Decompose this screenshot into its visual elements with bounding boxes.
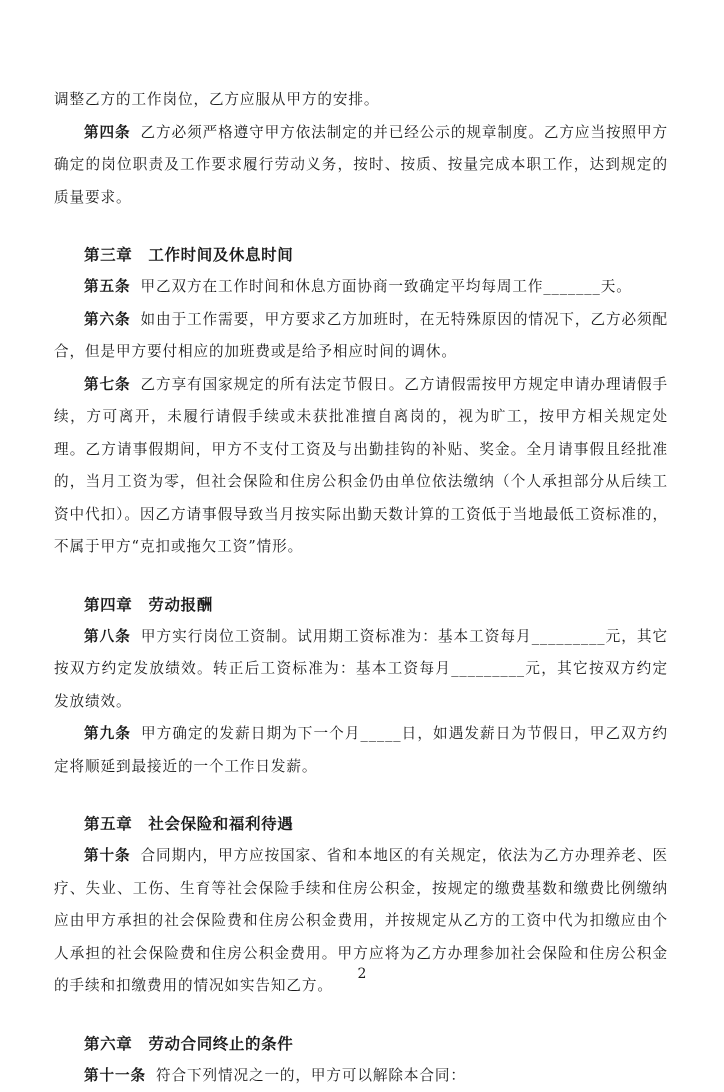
article-6 bbox=[54, 304, 668, 369]
article-4 bbox=[54, 117, 668, 215]
article-text: 乙方享有国家规定的所有法定节假日。乙方请假需按甲方规定申请办理请假手续，方可离开，未履行请假手续或未获批准擅自离岗的，视为旷工，按甲方相关规定处理。乙方请事假期间，甲方不支付工资及与出勤挂钩的补贴、奖金。全月请事假且经批准的，当月工资为零，但社会保险和住房公积金仍由单位依法缴纳（个人承担部分从后续工资中代扣）。因乙方请事假导致当月按实际出勤天数计算的工资低于当地最低工资标准的，不属于甲方“克扣或拖欠工资”情形。 bbox=[54, 376, 668, 556]
article-text: 甲乙双方在工作时间和休息方面协商一致确定平均每周工作_______天。 bbox=[140, 278, 631, 295]
article-number: 第七条 bbox=[84, 376, 131, 393]
article-5 bbox=[54, 271, 668, 304]
article-text: 甲方确定的发薪日期为下一个月_____日，如遇发薪日为节假日，甲乙双方约定将顺延到最接近的一个工作日发薪。 bbox=[54, 725, 668, 775]
chapter-6-heading: 第六章 劳动合同终止的条件 bbox=[54, 1028, 668, 1060]
article-text: 符合下列情况之一的，甲方可以解除本合同： bbox=[156, 1067, 466, 1084]
paragraph-text: 调整乙方的工作岗位，乙方应服从甲方的安排。 bbox=[54, 91, 379, 108]
article-text: 甲方实行岗位工资制。试用期工资标准为：基本工资每月_________元，其它按双方约定发放绩效。转正后工资标准为：基本工资每月_________元，其它按双方约定发放绩效。 bbox=[54, 628, 668, 710]
article-number: 第十条 bbox=[84, 847, 131, 864]
article-number: 第四条 bbox=[84, 124, 131, 141]
article-8 bbox=[54, 621, 668, 719]
article-7 bbox=[54, 369, 668, 564]
article-number: 第八条 bbox=[84, 628, 131, 645]
chapter-3-heading: 第三章 工作时间及休息时间 bbox=[54, 239, 668, 271]
article-number: 第十一条 bbox=[84, 1067, 146, 1084]
paragraph-continuation bbox=[54, 84, 668, 117]
article-number: 第六条 bbox=[84, 311, 131, 328]
chapter-5-heading: 第五章 社会保险和福利待遇 bbox=[54, 808, 668, 840]
article-number: 第五条 bbox=[84, 278, 130, 295]
article-text: 乙方必须严格遵守甲方依法制定的并已经公示的规章制度。乙方应当按照甲方确定的岗位职责及工作要求履行劳动义务，按时、按质、按量完成本职工作，达到规定的质量要求。 bbox=[54, 124, 668, 206]
article-9 bbox=[54, 718, 668, 783]
chapter-4-heading: 第四章 劳动报酬 bbox=[54, 589, 668, 621]
article-number: 第九条 bbox=[84, 725, 131, 742]
article-11 bbox=[54, 1060, 668, 1092]
article-text: 如由于工作需要，甲方要求乙方加班时，在无特殊原因的情况下，乙方必须配合，但是甲方要付相应的加班费或是给予相应时间的调休。 bbox=[54, 311, 668, 361]
article-text: 合同期内，甲方应按国家、省和本地区的有关规定，依法为乙方办理养老、医疗、失业、工伤、生育等社会保险手续和住房公积金，按规定的缴费基数和缴费比例缴纳应由甲方承担的社会保险费和住房公积金费用，并按规定从乙方的工资中代为扣缴应由个人承担的社会保险费和住房公积金费用。甲方应将为乙方办理参加社会保险和住房公积金的手续和扣缴费用的情况如实告知乙方。 bbox=[54, 847, 668, 994]
page-number: 2 bbox=[0, 966, 724, 982]
document-body bbox=[54, 84, 668, 1092]
